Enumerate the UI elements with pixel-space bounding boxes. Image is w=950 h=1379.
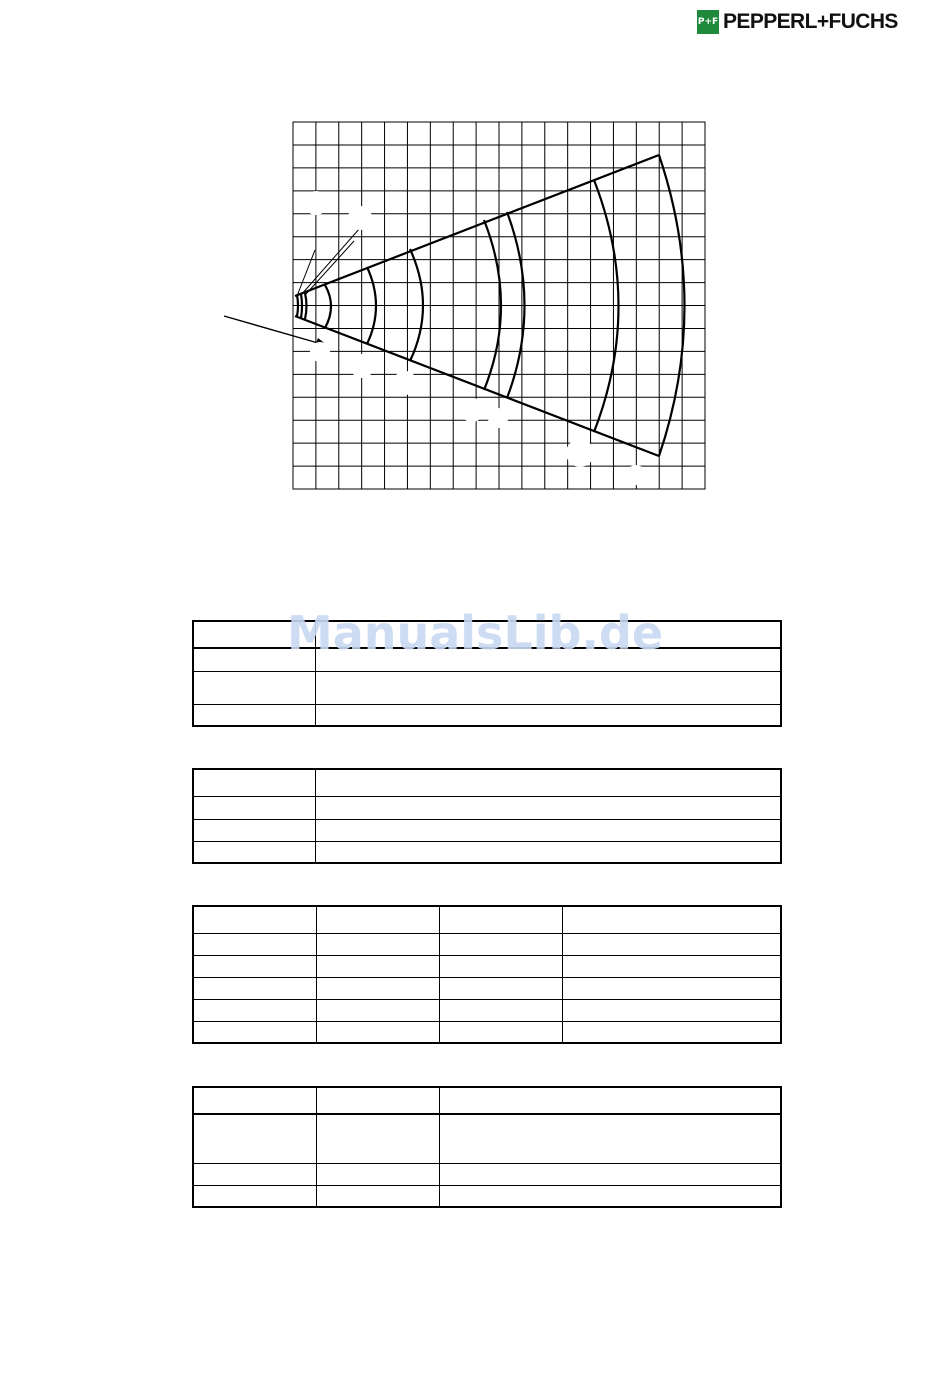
table-cell: [439, 955, 562, 977]
table-cell: [316, 1087, 439, 1114]
table-cell: [193, 1021, 316, 1043]
pf-logo-icon: P+F: [697, 10, 719, 34]
table-cell: [439, 999, 562, 1021]
table-cell: [193, 819, 315, 841]
spec-table-1: [192, 620, 782, 727]
table-cell: [316, 933, 439, 955]
table-cell: [193, 933, 316, 955]
table-cell: [439, 977, 562, 999]
table-cell: [439, 1163, 781, 1185]
label-leaders: [297, 228, 360, 296]
table-row: [193, 906, 781, 933]
diagram-grid: [293, 122, 705, 489]
pointer-arrow: [224, 316, 328, 348]
table-cell: [316, 999, 439, 1021]
watermark: ManualsLib.de: [286, 606, 664, 660]
table-cell: [193, 704, 315, 726]
table-row: [193, 769, 781, 796]
table-cell: [562, 933, 781, 955]
table-row: [193, 841, 781, 863]
table-row: [193, 1087, 781, 1114]
table-row: [193, 621, 781, 648]
table-cell: [439, 1087, 781, 1114]
detection-range-diagram: [0, 0, 950, 520]
spec-table-3: [192, 905, 782, 1044]
leader-line: [306, 241, 354, 294]
table-cell: [315, 671, 781, 704]
table-cell: [316, 977, 439, 999]
table-row: [193, 796, 781, 819]
table-cell: [562, 1021, 781, 1043]
table-row: [193, 1185, 781, 1207]
table-cell: [315, 841, 781, 863]
spec-table-2: [192, 768, 782, 864]
table-cell: [316, 1185, 439, 1207]
table-row: [193, 933, 781, 955]
table-row: [193, 999, 781, 1021]
table-cell: [193, 1087, 316, 1114]
table-cell: [316, 1114, 439, 1163]
table-cell: [562, 999, 781, 1021]
table-cell: [315, 648, 781, 671]
table-cell: [316, 1163, 439, 1185]
table-row: [193, 977, 781, 999]
table-cell: [193, 1163, 316, 1185]
beam-lower-edge: [295, 316, 659, 456]
leader-line: [301, 228, 360, 295]
table-cell: [193, 1114, 316, 1163]
range-arc: [301, 294, 302, 318]
range-arc: [325, 285, 331, 328]
table-cell: [315, 621, 781, 648]
table-row: [193, 1114, 781, 1163]
table-cell: [562, 906, 781, 933]
table-cell: [562, 977, 781, 999]
table-cell: [439, 1114, 781, 1163]
table-cell: [316, 1021, 439, 1043]
table-cell: [439, 906, 562, 933]
table-cell: [315, 704, 781, 726]
table-row: [193, 819, 781, 841]
table-cell: [193, 769, 315, 796]
table-cell: [193, 906, 316, 933]
spec-table-4: [192, 1086, 782, 1208]
beam-upper-edge: [295, 155, 659, 296]
table-cell: [315, 769, 781, 796]
table-cell: [193, 796, 315, 819]
table-row: [193, 1163, 781, 1185]
table-cell: [439, 1021, 562, 1043]
range-arc: [297, 295, 298, 316]
table-cell: [439, 933, 562, 955]
table-cell: [193, 977, 316, 999]
table-row: [193, 648, 781, 671]
table-cell: [193, 648, 315, 671]
table-cell: [562, 955, 781, 977]
table-cell: [193, 621, 315, 648]
table-cell: [315, 819, 781, 841]
table-cell: [193, 955, 316, 977]
table-row: [193, 671, 781, 704]
table-cell: [316, 955, 439, 977]
table-cell: [315, 796, 781, 819]
table-cell: [193, 1185, 316, 1207]
table-cell: [316, 906, 439, 933]
table-row: [193, 704, 781, 726]
table-row: [193, 955, 781, 977]
table-cell: [193, 841, 315, 863]
table-cell: [439, 1185, 781, 1207]
table-cell: [193, 999, 316, 1021]
brand-name: PEPPERL+FUCHS: [723, 10, 898, 33]
table-cell: [193, 671, 315, 704]
table-row: [193, 1021, 781, 1043]
erased-labels: [304, 191, 646, 485]
